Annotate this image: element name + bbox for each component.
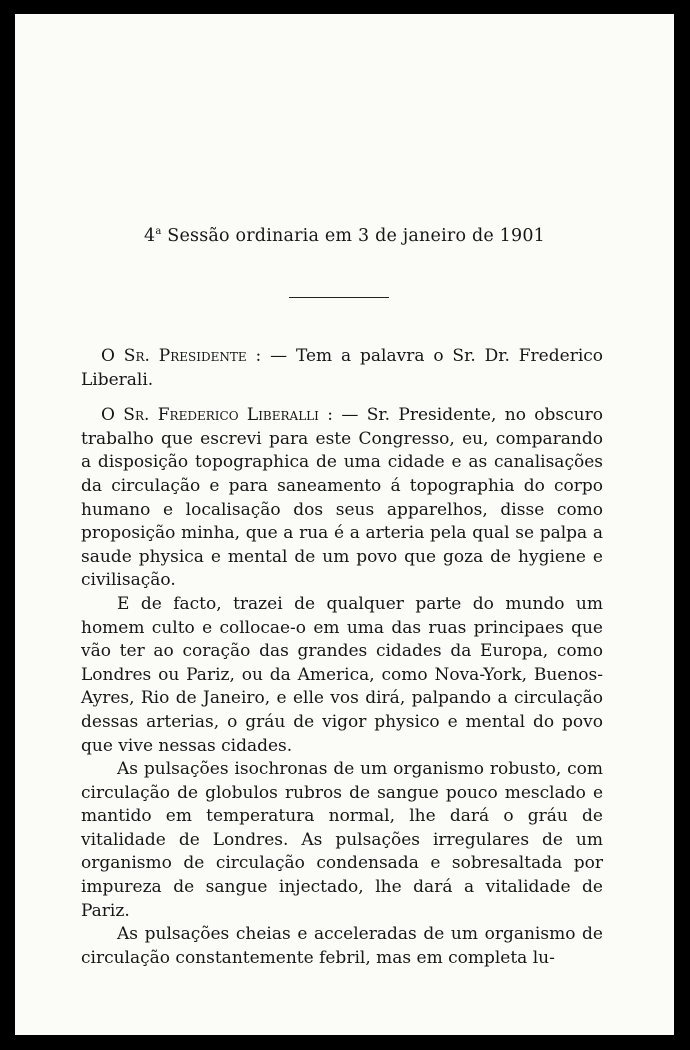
document-body — [81, 345, 603, 970]
paragraph-text: : — Sr. Presidente, no obscuro trabalho que escrevi para este Congresso, eu, comparando a disposição topographica de uma cidade e as canalisações da circulação e para saneamento á topographia do corpo humano e localisação dos seus apparelhos, disse como proposição minha, que a rua é a arteria pela qual se palpa a saude physica e mental de um povo que goza de hygiene e civilisação. — [81, 405, 603, 591]
speaker-name: O Sr. Presidente — [101, 346, 247, 366]
heading-ordinal: a — [155, 226, 162, 238]
paragraph: As pulsações cheias e acceleradas de um organismo de circulação constantemente febril, mas em completa lu- — [81, 924, 603, 968]
paragraph-liberalli — [81, 404, 603, 593]
heading-number: 4 — [143, 226, 156, 246]
paragraph: As pulsações isochronas de um organismo robusto, com circulação de globulos rubros de sangue pouco mesclado e mantido em temperatura normal, lhe dará o gráu de vitalidade de Londres. As pulsações irregulares de um organismo de circulação condensada e sobresaltada por impureza de sangue injectado, lhe dará a vitalidade de Pariz. — [81, 759, 603, 921]
speaker-name: O Sr. Frederico Liberalli — [101, 405, 319, 426]
paragraph-president — [81, 345, 603, 392]
paragraph: E de facto, trazei de qualquer parte do mundo um homem culto e collocae-o em uma das ruas principaes que vão ter ao coração das grandes cidades da Europa, como Londres ou Pariz, ou da America, como Nova-York, Buenos-Ayres, Rio de Janeiro, e elle vos dirá, palpando a circulação dessas arterias, o gráu de vigor physico e mental do povo que vive nessas cidades. — [81, 593, 603, 756]
session-heading — [15, 226, 674, 246]
heading-text: Sessão ordinaria em 3 de janeiro de 1901 — [161, 226, 546, 246]
document-page — [15, 14, 674, 1035]
heading-divider — [289, 297, 389, 298]
paragraph-text: : — Tem a palavra o Sr. Dr. Frederico Liberali. — [81, 346, 604, 390]
